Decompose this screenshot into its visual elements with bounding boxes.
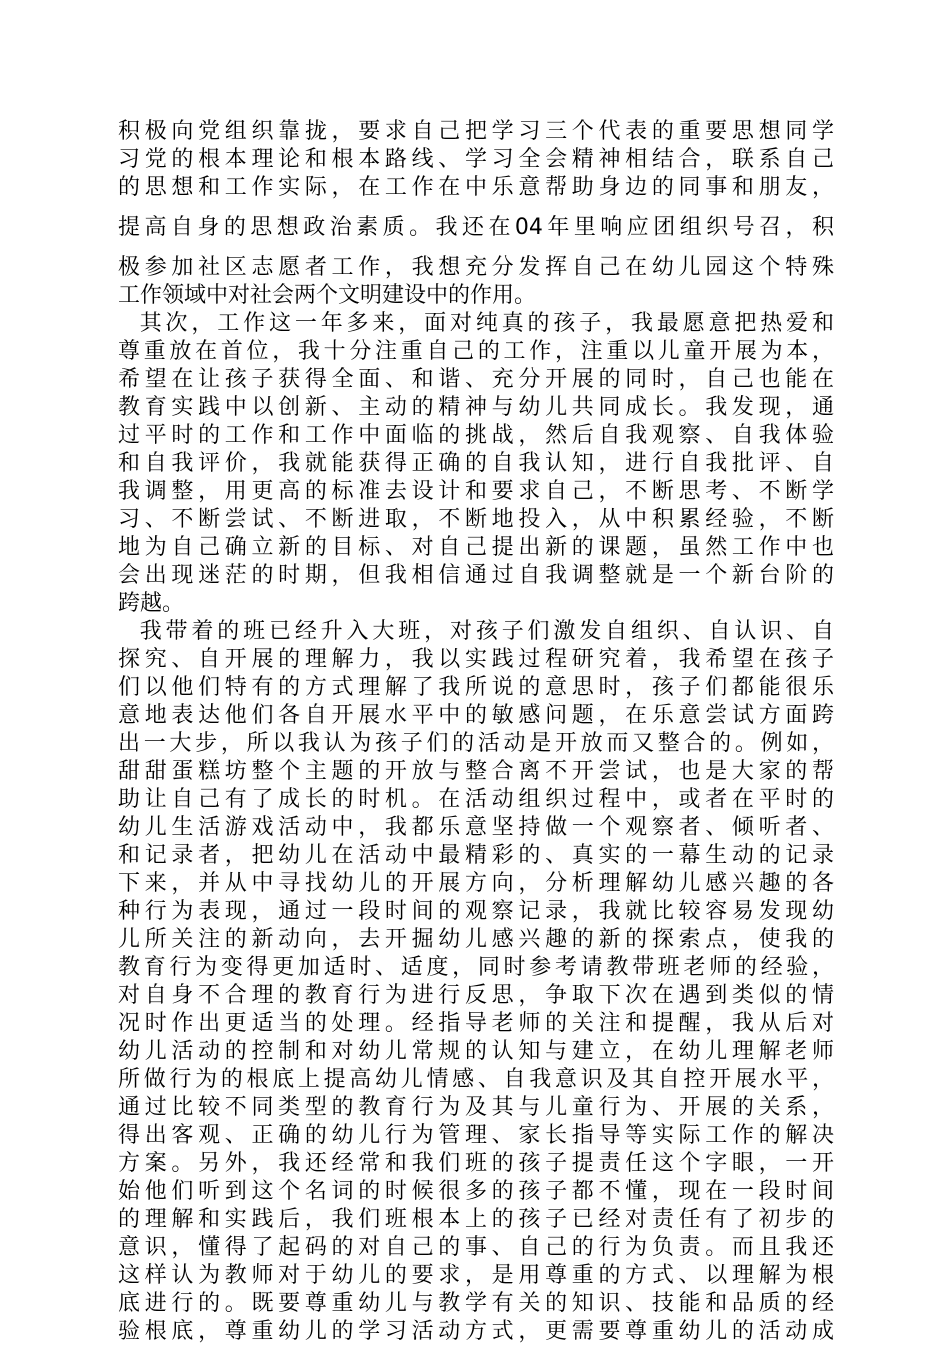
text-line: 地为自己确立新的目标、对自己提出新的课题，虽然工作中也 — [118, 535, 834, 560]
text-line: 我带着的班已经升入大班，对孩子们激发自组织、自认识、自 — [118, 619, 834, 644]
text-line: 提高自身的思想政治素质。我还在04年里响应团组织号召，积 — [118, 215, 834, 240]
text-line: 会出现迷茫的时期，但我相信通过自我调整就是一个新台阶的 — [118, 563, 834, 588]
text-line: 习、不断尝试、不断进取，不断地投入，从中积累经验，不断 — [118, 507, 834, 532]
text-line: 出一大步，所以我认为孩子们的活动是开放而又整合的。例如， — [118, 731, 834, 756]
text-line: 极参加社区志愿者工作，我想充分发挥自己在幼儿园这个特殊 — [118, 255, 834, 280]
text-line: 得出客观、正确的幼儿行为管理、家长指导等实际工作的解决 — [118, 1123, 834, 1148]
text-line: 甜甜蛋糕坊整个主题的开放与整合离不开尝试，也是大家的帮 — [118, 759, 834, 784]
text-line: 方案。另外，我还经常和我们班的孩子提责任这个字眼，一开 — [118, 1151, 834, 1176]
text-line: 教育实践中以创新、主动的精神与幼儿共同成长。我发现，通 — [118, 395, 834, 420]
text-line: 底进行的。既要尊重幼儿与教学有关的知识、技能和品质的经 — [118, 1291, 834, 1316]
text-line: 意地表达他们各自开展水平中的敏感问题，在乐意尝试方面跨 — [118, 703, 834, 728]
text-line: 和自我评价，我就能获得正确的自我认知，进行自我批评、自 — [118, 451, 834, 476]
text-line: 其次，工作这一年多来，面对纯真的孩子，我最愿意把热爱和 — [118, 311, 834, 336]
text-line: 过平时的工作和工作中面临的挑战，然后自我观察、自我体验 — [118, 423, 834, 448]
text-line: 验根底，尊重幼儿的学习活动方式，更需要尊重幼儿的活动成 — [118, 1319, 834, 1344]
text-line: 工作领域中对社会两个文明建设中的作用。 — [118, 283, 537, 308]
text-line: 的理解和实践后，我们班根本上的孩子已经对责任有了初步的 — [118, 1207, 834, 1232]
text-line: 所做行为的根底上提高幼儿情感、自我意识及其自控开展水平， — [118, 1067, 834, 1092]
text-line: 积极向党组织靠拢，要求自己把学习三个代表的重要思想同学 — [118, 119, 834, 144]
text-line: 意识，懂得了起码的对自己的事、自己的行为负责。而且我还 — [118, 1235, 834, 1260]
text-line: 这样认为教师对于幼儿的要求，是用尊重的方式、以理解为根 — [118, 1263, 834, 1288]
text-line: 幼儿活动的控制和对幼儿常规的认知与建立，在幼儿理解老师 — [118, 1039, 834, 1064]
text-line: 助让自己有了成长的时机。在活动组织过程中，或者在平时的 — [118, 787, 834, 812]
text-line: 我调整，用更高的标准去设计和要求自己，不断思考、不断学 — [118, 479, 834, 504]
text-line: 况时作出更适当的处理。经指导老师的关注和提醒，我从后对 — [118, 1011, 834, 1036]
paragraph-3 — [118, 618, 834, 1346]
paragraph-1 — [118, 118, 834, 310]
text-line: 下来，并从中寻找幼儿的开展方向，分析理解幼儿感兴趣的各 — [118, 871, 834, 896]
text-line: 种行为表现，通过一段时间的观察记录，我就比较容易发现幼 — [118, 899, 834, 924]
text-line: 和记录者，把幼儿在活动中最精彩的、真实的一幕生动的记录 — [118, 843, 834, 868]
paragraph-2 — [118, 310, 834, 618]
text-line: 希望在让孩子获得全面、和谐、充分开展的同时，自己也能在 — [118, 367, 834, 392]
text-line: 幼儿生活游戏活动中，我都乐意坚持做一个观察者、倾听者、 — [118, 815, 834, 840]
text-line: 尊重放在首位，我十分注重自己的工作，注重以儿童开展为本， — [118, 339, 834, 364]
text-line: 跨越。 — [118, 591, 185, 616]
text-line: 教育行为变得更加适时、适度，同时参考请教带班老师的经验， — [118, 955, 834, 980]
text-line: 们以他们特有的方式理解了我所说的意思时，孩子们都能很乐 — [118, 675, 834, 700]
text-line: 的思想和工作实际，在工作在中乐意帮助身边的同事和朋友， — [118, 175, 834, 200]
document-body — [118, 118, 834, 1346]
text-line: 儿所关注的新动向，去开掘幼儿感兴趣的新的探索点，使我的 — [118, 927, 834, 952]
text-line: 通过比较不同类型的教育行为及其与儿童行为、开展的关系， — [118, 1095, 834, 1120]
text-line: 探究、自开展的理解力，我以实践过程研究着，我希望在孩子 — [118, 647, 834, 672]
text-line: 习党的根本理论和根本路线、学习全会精神相结合，联系自己 — [118, 147, 834, 172]
text-line: 始他们听到这个名词的时候很多的孩子都不懂，现在一段时间 — [118, 1179, 834, 1204]
text-line: 对自身不合理的教育行为进行反思，争取下次在遇到类似的情 — [118, 983, 834, 1008]
